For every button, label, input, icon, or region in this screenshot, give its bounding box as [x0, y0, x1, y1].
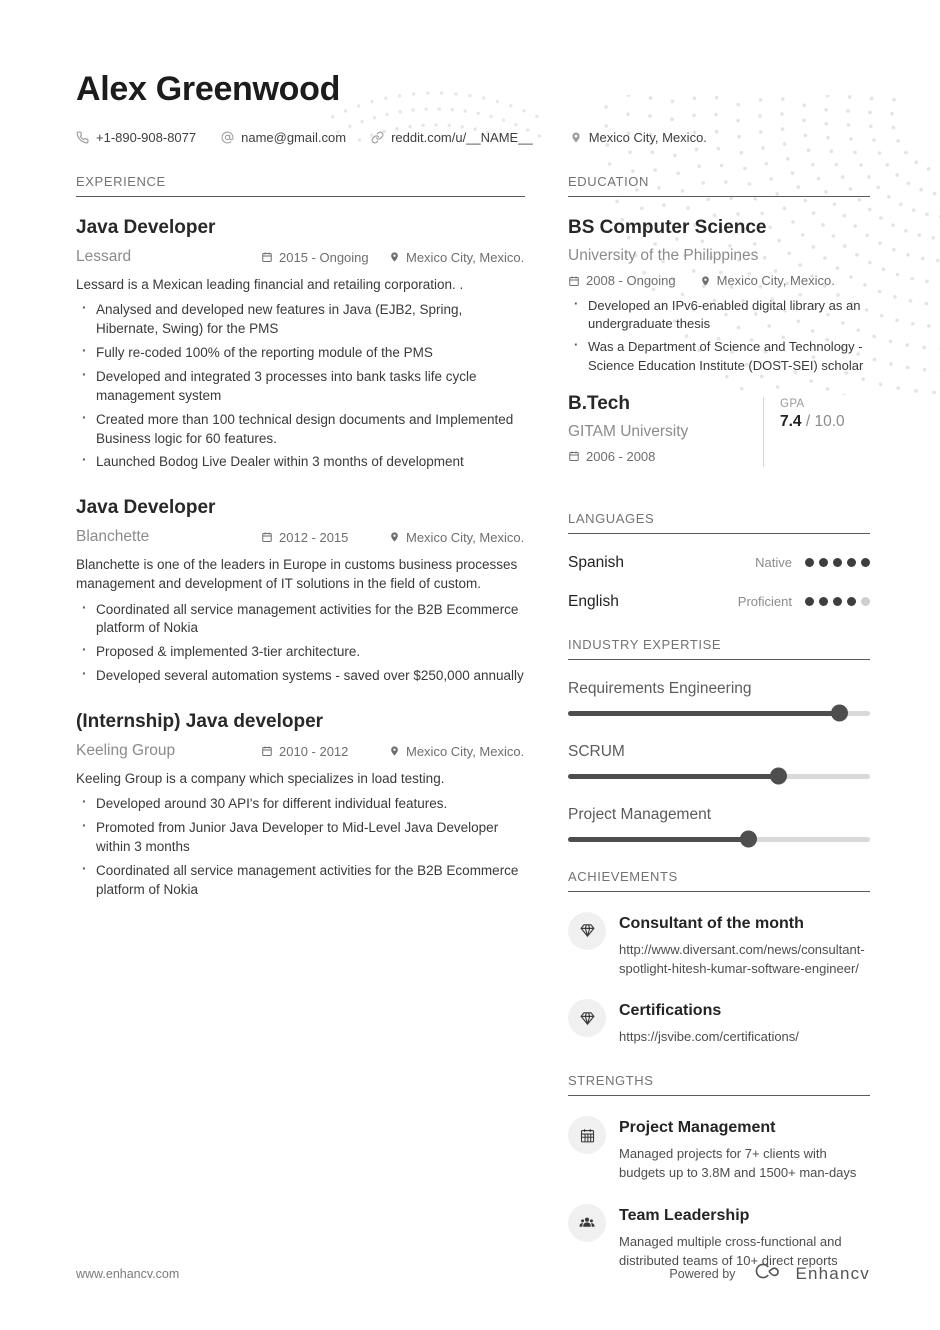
- pin-icon: [389, 531, 400, 543]
- job-location-text: Mexico City, Mexico.: [406, 743, 525, 759]
- skill-slider-fill: [568, 837, 749, 842]
- languages-section-title: LANGUAGES: [568, 511, 870, 534]
- skill-slider: [568, 711, 870, 716]
- job-meta-row: [76, 528, 525, 546]
- job-location-text: Mexico City, Mexico.: [406, 529, 525, 545]
- job-bullet: · Developed and integrated 3 processes into bank tasks life cycle management system: [76, 368, 525, 406]
- job-bullet: · Developed around 30 API's for different individual features.: [76, 795, 525, 814]
- industry-expertise-section-title: INDUSTRY EXPERTISE: [568, 637, 870, 660]
- contact-link[interactable]: [371, 130, 533, 145]
- enhancv-logo-icon: [751, 1259, 787, 1288]
- education-section: [568, 174, 870, 473]
- job-bullet: · Developed several automation systems - saved over $250,000 annually: [76, 667, 525, 686]
- contact-row: [76, 130, 870, 145]
- job-title: (Internship) Java developer: [76, 711, 324, 733]
- achievement-item: [568, 912, 870, 979]
- education-location: [700, 273, 835, 288]
- job-title: Java Developer: [76, 497, 216, 519]
- gpa-score: 7.4: [780, 412, 802, 430]
- experience-section: [76, 174, 525, 900]
- education-bullet: · Was a Department of Science and Technology - Science Education Institute (DOST-SEI) scholar: [568, 338, 870, 374]
- language-name: Spanish: [568, 553, 625, 571]
- education-degree: BS Computer Science: [568, 217, 767, 238]
- strengths-section-title: STRENGTHS: [568, 1073, 870, 1096]
- gpa-max: / 10.0: [805, 412, 845, 430]
- achievement-item: [568, 999, 870, 1047]
- skill-item: [568, 680, 870, 716]
- gpa-label: GPA: [780, 397, 805, 410]
- experience-item: [76, 497, 525, 686]
- powered-by-label: Powered by: [669, 1266, 736, 1281]
- job-summary: Blanchette is one of the leaders in Europe in customs business processes management and development of IT solutions in the field of custom.: [76, 557, 518, 592]
- job-company: Blanchette: [76, 528, 150, 546]
- calendar-icon: [261, 745, 273, 757]
- skill-item: [568, 806, 870, 842]
- education-degree: B.Tech: [568, 392, 630, 414]
- pin-icon: [700, 275, 711, 287]
- gpa-value: [780, 413, 870, 431]
- job-bullet: · Analysed and developed new features in Java (EJB2, Spring, Hibernate, Swing) for the PMS: [76, 301, 525, 339]
- achievements-section: [568, 869, 870, 1048]
- language-item: [568, 593, 870, 611]
- phone-icon: [76, 131, 89, 144]
- skill-name: Requirements Engineering: [568, 679, 752, 697]
- job-bullet: · Promoted from Junior Java Developer to Mid-Level Java Developer within 3 months: [76, 819, 525, 857]
- education-school: GITAM University: [568, 422, 689, 440]
- job-bullets: [76, 601, 525, 687]
- job-meta-row: [76, 248, 525, 266]
- at-icon: [221, 131, 234, 144]
- page-footer: [76, 1259, 870, 1288]
- achievement-title: Consultant of the month: [619, 914, 804, 932]
- diamond-icon: [568, 999, 606, 1037]
- job-location: [389, 250, 525, 265]
- education-date-text: 2008 - Ongoing: [586, 273, 676, 288]
- diamond-icon: [568, 912, 606, 950]
- education-location-text: Mexico City, Mexico.: [716, 273, 835, 288]
- language-level: Proficient: [737, 594, 792, 610]
- job-title: Java Developer: [76, 217, 216, 238]
- job-date: [261, 530, 389, 545]
- education-item: [568, 217, 870, 375]
- strength-item: [568, 1116, 870, 1183]
- strength-description: Managed multiple cross-functional and distributed teams of 10+ direct reports: [619, 1233, 842, 1268]
- job-date-text: 2010 - 2012: [279, 743, 349, 759]
- job-summary: Keeling Group is a company which specializes in load testing.: [76, 771, 445, 787]
- powered-by[interactable]: [669, 1259, 870, 1288]
- enhancv-brand-text: Enhancv: [795, 1263, 870, 1283]
- calendar-icon: [568, 450, 580, 462]
- language-dots: [805, 558, 870, 567]
- education-school: University of the Philippines: [568, 247, 759, 264]
- job-date-text: 2015 - Ongoing: [279, 249, 369, 265]
- skill-name: SCRUM: [568, 742, 625, 760]
- education-item: [568, 393, 870, 473]
- job-location: [389, 530, 525, 545]
- education-bullet: · Developed an IPv6-enabled digital library as an undergraduate thesis: [568, 297, 870, 333]
- industry-expertise-section: [568, 637, 870, 842]
- job-company: Lessard: [76, 248, 132, 265]
- calendar-icon: [568, 1116, 606, 1154]
- person-name: Alex Greenwood: [76, 70, 341, 108]
- education-date-text: 2006 - 2008: [586, 448, 656, 464]
- languages-section: [568, 511, 870, 611]
- link-icon: [371, 131, 384, 144]
- strength-description: Managed projects for 7+ clients with budgets up to 3.8M and 1500+ man-days: [619, 1146, 857, 1181]
- experience-item: [76, 711, 525, 900]
- job-date-text: 2012 - 2015: [279, 529, 349, 545]
- contact-phone[interactable]: [76, 130, 196, 145]
- contact-location-text: Mexico City, Mexico.: [588, 130, 707, 145]
- job-location-text: Mexico City, Mexico.: [406, 249, 525, 265]
- language-name: English: [568, 592, 619, 610]
- job-bullet: · Proposed & implemented 3-tier architecture.: [76, 643, 525, 662]
- job-date: [261, 250, 389, 265]
- education-date: [568, 273, 676, 288]
- experience-section-title: EXPERIENCE: [76, 174, 525, 197]
- contact-phone-text: +1-890-908-8077: [96, 130, 197, 145]
- experience-item: [76, 217, 525, 472]
- job-summary: Lessard is a Mexican leading financial and retailing corporation. .: [76, 277, 464, 292]
- calendar-icon: [261, 531, 273, 543]
- pin-icon: [389, 745, 400, 757]
- job-bullet: · Coordinated all service management activities for the B2B Ecommerce platform of Nokia: [76, 601, 525, 639]
- achievement-link[interactable]: https://jsvibe.com/certifications/: [619, 1029, 799, 1045]
- resume-header: [76, 70, 870, 145]
- education-bullets: [568, 297, 870, 375]
- skill-item: [568, 743, 870, 779]
- job-date: [261, 744, 389, 759]
- pin-icon: [570, 131, 582, 144]
- job-bullet: · Coordinated all service management activities for the B2B Ecommerce platform of Nokia: [76, 862, 525, 900]
- calendar-icon: [568, 275, 580, 287]
- education-meta-row: [568, 449, 763, 464]
- skill-slider: [568, 774, 870, 779]
- job-bullets: [76, 795, 525, 899]
- skill-slider-fill: [568, 774, 779, 779]
- calendar-icon: [261, 251, 273, 263]
- contact-email[interactable]: [221, 130, 346, 145]
- skill-slider-fill: [568, 711, 840, 716]
- job-location: [389, 744, 525, 759]
- language-dots: [805, 597, 870, 606]
- language-level: Native: [755, 555, 792, 571]
- strength-title: Project Management: [619, 1119, 776, 1137]
- contact-link-text: reddit.com/u/__NAME__: [391, 130, 533, 145]
- language-item: [568, 554, 870, 572]
- team-icon: [568, 1204, 606, 1242]
- job-bullet: · Created more than 100 technical design documents and Implemented Business logic for 60 features.: [76, 411, 525, 449]
- job-meta-row: [76, 742, 525, 760]
- job-company: Keeling Group: [76, 742, 176, 760]
- education-meta-row: [568, 273, 870, 288]
- gpa-block: [780, 393, 870, 473]
- achievement-title: Certifications: [619, 1002, 722, 1020]
- strength-title: Team Leadership: [619, 1206, 750, 1224]
- skill-name: Project Management: [568, 805, 712, 823]
- strengths-section: [568, 1073, 870, 1270]
- pin-icon: [389, 251, 400, 263]
- education-section-title: EDUCATION: [568, 174, 870, 197]
- contact-email-text: name@gmail.com: [241, 130, 347, 145]
- education-date: [568, 449, 655, 464]
- gpa-divider: [763, 397, 764, 467]
- skill-slider: [568, 837, 870, 842]
- contact-location: [570, 130, 707, 145]
- job-bullet: · Fully re-coded 100% of the reporting module of the PMS: [76, 344, 525, 363]
- enhancv-site-link[interactable]: www.enhancv.com: [76, 1266, 180, 1281]
- achievements-section-title: ACHIEVEMENTS: [568, 869, 870, 892]
- achievement-link[interactable]: http://www.diversant.com/news/consultant-spotlight-hitesh-kumar-software-engineer/: [619, 941, 865, 976]
- job-bullet: · Launched Bodog Live Dealer within 3 months of development: [76, 453, 525, 472]
- job-bullets: [76, 301, 525, 472]
